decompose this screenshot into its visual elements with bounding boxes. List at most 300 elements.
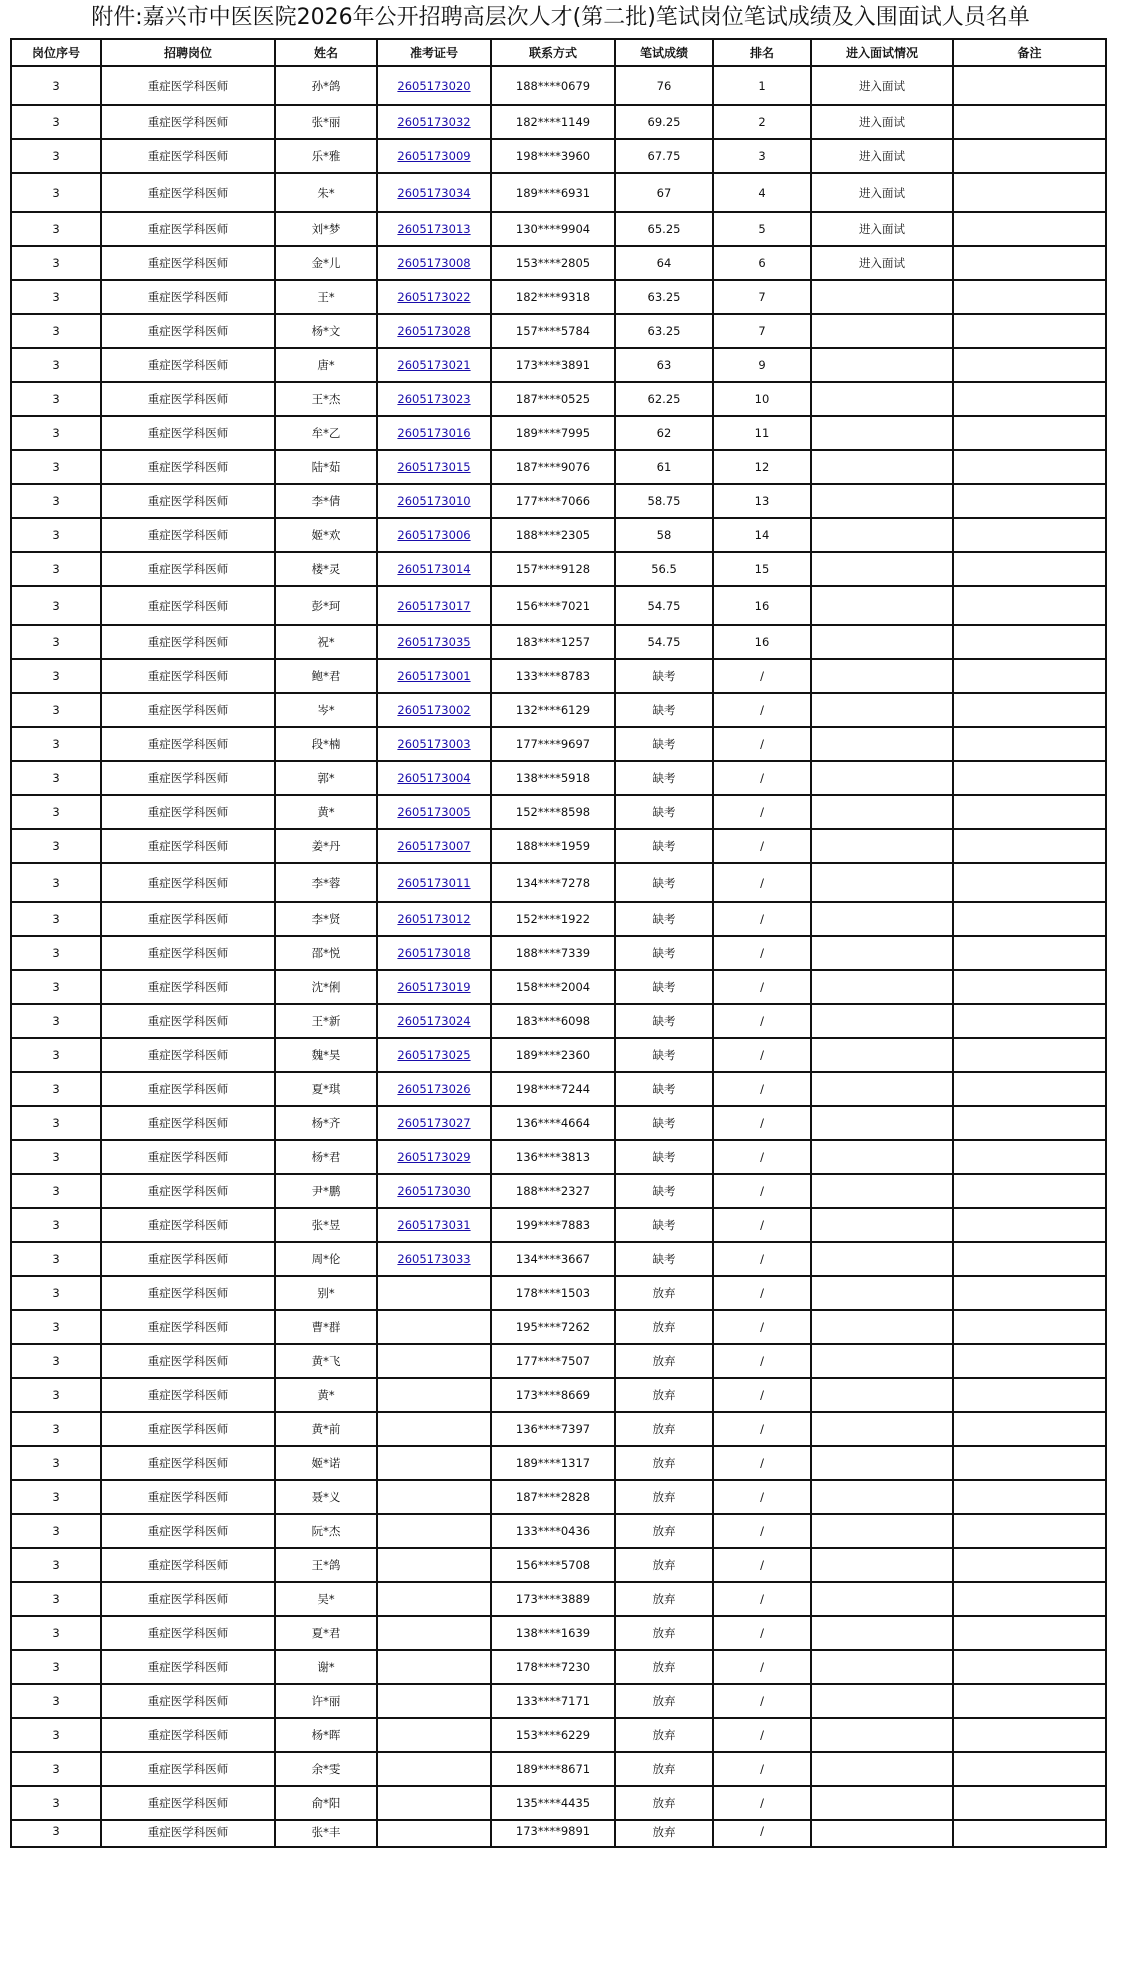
rank-cell: / <box>713 727 811 761</box>
table-row <box>11 1072 1106 1106</box>
table-row <box>11 280 1106 314</box>
exam-id-link[interactable]: 2605173016 <box>397 426 471 440</box>
rank-cell: / <box>713 1072 811 1106</box>
exam-id-link[interactable]: 2605173024 <box>397 1014 471 1028</box>
exam-id-cell <box>377 659 491 693</box>
contact-cell: 198****7244 <box>491 1072 615 1106</box>
score-cell: 放弃 <box>615 1582 713 1616</box>
exam-id-link[interactable]: 2605173020 <box>397 78 471 93</box>
exam-id-cell <box>377 1140 491 1174</box>
table-row <box>11 1480 1106 1514</box>
table-row <box>11 1208 1106 1242</box>
table-row <box>11 1548 1106 1582</box>
score-cell: 放弃 <box>615 1650 713 1684</box>
exam-id-cell <box>377 246 491 280</box>
rank-cell: / <box>713 1106 811 1140</box>
position-cell: 重症医学科医师 <box>101 829 275 863</box>
table-row <box>11 1106 1106 1140</box>
interview-status-cell <box>811 1412 953 1446</box>
contact-cell: 188****7339 <box>491 936 615 970</box>
note-cell <box>953 936 1106 970</box>
position-cell: 重症医学科医师 <box>101 484 275 518</box>
exam-id-link[interactable]: 2605173014 <box>397 562 471 576</box>
exam-id-link[interactable]: 2605173006 <box>397 528 471 542</box>
exam-id-link[interactable]: 2605173013 <box>397 222 471 236</box>
results-table <box>10 38 1107 1848</box>
exam-id-cell <box>377 280 491 314</box>
post-no-cell: 3 <box>11 936 101 970</box>
rank-cell: / <box>713 1514 811 1548</box>
column-header-position: 招聘岗位 <box>101 39 275 66</box>
position-cell: 重症医学科医师 <box>101 416 275 450</box>
exam-id-link[interactable]: 2605173008 <box>397 256 471 270</box>
score-cell: 缺考 <box>615 1072 713 1106</box>
exam-id-link[interactable]: 2605173015 <box>397 460 471 474</box>
table-row <box>11 173 1106 212</box>
post-no-cell: 3 <box>11 1106 101 1140</box>
score-cell: 63.25 <box>615 280 713 314</box>
note-cell <box>953 416 1106 450</box>
table-row <box>11 246 1106 280</box>
table-row <box>11 139 1106 173</box>
rank-cell: 10 <box>713 382 811 416</box>
post-no-cell: 3 <box>11 1072 101 1106</box>
exam-id-link[interactable]: 2605173030 <box>397 1184 471 1198</box>
note-cell <box>953 1514 1106 1548</box>
interview-status-cell <box>811 484 953 518</box>
rank-cell: / <box>713 829 811 863</box>
interview-status-cell <box>811 314 953 348</box>
exam-id-link[interactable]: 2605173009 <box>397 149 471 163</box>
post-no-cell: 3 <box>11 1446 101 1480</box>
contact-cell: 133****8783 <box>491 659 615 693</box>
note-cell <box>953 280 1106 314</box>
score-cell: 放弃 <box>615 1616 713 1650</box>
score-cell: 放弃 <box>615 1752 713 1786</box>
contact-cell: 132****6129 <box>491 693 615 727</box>
table-row <box>11 382 1106 416</box>
position-cell: 重症医学科医师 <box>101 902 275 936</box>
post-no-cell: 3 <box>11 139 101 173</box>
contact-cell: 152****1922 <box>491 902 615 936</box>
exam-id-cell <box>377 1310 491 1344</box>
exam-id-link[interactable]: 2605173018 <box>397 946 471 960</box>
interview-status-cell <box>811 829 953 863</box>
post-no-cell: 3 <box>11 829 101 863</box>
position-cell: 重症医学科医师 <box>101 1684 275 1718</box>
contact-cell: 189****2360 <box>491 1038 615 1072</box>
name-cell: 余*雯 <box>275 1752 377 1786</box>
position-cell: 重症医学科医师 <box>101 280 275 314</box>
score-cell: 67.75 <box>615 139 713 173</box>
column-header-score: 笔试成绩 <box>615 39 713 66</box>
contact-cell: 187****2828 <box>491 1480 615 1514</box>
score-cell: 54.75 <box>615 625 713 659</box>
post-no-cell: 3 <box>11 66 101 105</box>
interview-status-cell <box>811 1820 953 1847</box>
rank-cell: / <box>713 1344 811 1378</box>
name-cell: 别* <box>275 1276 377 1310</box>
rank-cell: / <box>713 1446 811 1480</box>
contact-cell: 130****9904 <box>491 212 615 246</box>
name-cell: 王*鸽 <box>275 1548 377 1582</box>
exam-id-link[interactable]: 2605173032 <box>397 115 471 129</box>
table-row <box>11 1650 1106 1684</box>
post-no-cell: 3 <box>11 1514 101 1548</box>
exam-id-cell <box>377 484 491 518</box>
note-cell <box>953 902 1106 936</box>
name-cell: 黄* <box>275 795 377 829</box>
contact-cell: 183****6098 <box>491 1004 615 1038</box>
position-cell: 重症医学科医师 <box>101 761 275 795</box>
exam-id-cell <box>377 1718 491 1752</box>
score-cell: 76 <box>615 66 713 105</box>
exam-id-link[interactable]: 2605173022 <box>397 290 471 304</box>
exam-id-link[interactable]: 2605173019 <box>397 980 471 994</box>
position-cell: 重症医学科医师 <box>101 246 275 280</box>
note-cell <box>953 484 1106 518</box>
exam-id-link[interactable]: 2605173001 <box>397 669 471 683</box>
interview-status-cell: 进入面试 <box>811 246 953 280</box>
table-row <box>11 1752 1106 1786</box>
post-no-cell: 3 <box>11 761 101 795</box>
post-no-cell: 3 <box>11 727 101 761</box>
interview-status-cell <box>811 902 953 936</box>
post-no-cell: 3 <box>11 1582 101 1616</box>
name-cell: 张*丽 <box>275 105 377 139</box>
rank-cell: / <box>713 902 811 936</box>
exam-id-link[interactable]: 2605173026 <box>397 1082 471 1096</box>
rank-cell: / <box>713 1582 811 1616</box>
post-no-cell: 3 <box>11 1650 101 1684</box>
exam-id-link[interactable]: 2605173031 <box>397 1218 471 1232</box>
score-cell: 缺考 <box>615 693 713 727</box>
note-cell <box>953 66 1106 105</box>
exam-id-link[interactable]: 2605173005 <box>397 805 471 819</box>
exam-id-link[interactable]: 2605173007 <box>397 839 471 853</box>
score-cell: 58 <box>615 518 713 552</box>
rank-cell: / <box>713 1004 811 1038</box>
position-cell: 重症医学科医师 <box>101 1004 275 1038</box>
exam-id-link[interactable]: 2605173004 <box>397 771 471 785</box>
rank-cell: / <box>713 863 811 902</box>
interview-status-cell <box>811 1242 953 1276</box>
table-row <box>11 1446 1106 1480</box>
exam-id-cell <box>377 936 491 970</box>
exam-id-link[interactable]: 2605173035 <box>397 635 471 649</box>
name-cell: 张*昱 <box>275 1208 377 1242</box>
position-cell: 重症医学科医师 <box>101 1582 275 1616</box>
position-cell: 重症医学科医师 <box>101 105 275 139</box>
post-no-cell: 3 <box>11 1616 101 1650</box>
position-cell: 重症医学科医师 <box>101 348 275 382</box>
note-cell <box>953 1718 1106 1752</box>
interview-status-cell <box>811 1004 953 1038</box>
interview-status-cell <box>811 795 953 829</box>
name-cell: 沈*俐 <box>275 970 377 1004</box>
contact-cell: 136****4664 <box>491 1106 615 1140</box>
exam-id-cell <box>377 1650 491 1684</box>
rank-cell: / <box>713 1208 811 1242</box>
position-cell: 重症医学科医师 <box>101 625 275 659</box>
contact-cell: 173****3891 <box>491 348 615 382</box>
position-cell: 重症医学科医师 <box>101 1786 275 1820</box>
name-cell: 魏*昊 <box>275 1038 377 1072</box>
rank-cell: / <box>713 1310 811 1344</box>
exam-id-link[interactable]: 2605173012 <box>397 912 471 926</box>
interview-status-cell: 进入面试 <box>811 66 953 105</box>
exam-id-cell <box>377 450 491 484</box>
position-cell: 重症医学科医师 <box>101 552 275 586</box>
exam-id-cell <box>377 1412 491 1446</box>
contact-cell: 156****5708 <box>491 1548 615 1582</box>
post-no-cell: 3 <box>11 693 101 727</box>
table-row <box>11 1344 1106 1378</box>
interview-status-cell <box>811 1718 953 1752</box>
exam-id-cell <box>377 1004 491 1038</box>
rank-cell: / <box>713 693 811 727</box>
score-cell: 63.25 <box>615 314 713 348</box>
note-cell <box>953 1106 1106 1140</box>
table-row <box>11 1242 1106 1276</box>
interview-status-cell <box>811 1446 953 1480</box>
rank-cell: 4 <box>713 173 811 212</box>
name-cell: 杨*文 <box>275 314 377 348</box>
position-cell: 重症医学科医师 <box>101 1378 275 1412</box>
position-cell: 重症医学科医师 <box>101 1310 275 1344</box>
contact-cell: 188****0679 <box>491 66 615 105</box>
name-cell: 金*儿 <box>275 246 377 280</box>
exam-id-link[interactable]: 2605173033 <box>397 1252 471 1266</box>
note-cell <box>953 659 1106 693</box>
exam-id-cell <box>377 625 491 659</box>
contact-cell: 158****2004 <box>491 970 615 1004</box>
contact-cell: 182****9318 <box>491 280 615 314</box>
post-no-cell: 3 <box>11 280 101 314</box>
note-cell <box>953 625 1106 659</box>
exam-id-cell <box>377 1208 491 1242</box>
position-cell: 重症医学科医师 <box>101 693 275 727</box>
exam-id-link[interactable]: 2605173029 <box>397 1150 471 1164</box>
exam-id-cell <box>377 1072 491 1106</box>
post-no-cell: 3 <box>11 795 101 829</box>
interview-status-cell <box>811 1650 953 1684</box>
post-no-cell: 3 <box>11 314 101 348</box>
position-cell: 重症医学科医师 <box>101 66 275 105</box>
score-cell: 缺考 <box>615 1106 713 1140</box>
name-cell: 王*新 <box>275 1004 377 1038</box>
exam-id-link[interactable]: 2605173010 <box>397 494 471 508</box>
exam-id-cell <box>377 1684 491 1718</box>
interview-status-cell <box>811 1208 953 1242</box>
exam-id-link[interactable]: 2605173017 <box>397 598 471 613</box>
exam-id-link[interactable]: 2605173028 <box>397 324 471 338</box>
interview-status-cell <box>811 586 953 625</box>
post-no-cell: 3 <box>11 863 101 902</box>
table-row <box>11 1718 1106 1752</box>
exam-id-link[interactable]: 2605173011 <box>397 875 471 890</box>
name-cell: 段*楠 <box>275 727 377 761</box>
name-cell: 牟*乙 <box>275 416 377 450</box>
position-cell: 重症医学科医师 <box>101 970 275 1004</box>
rank-cell: / <box>713 1412 811 1446</box>
rank-cell: 2 <box>713 105 811 139</box>
contact-cell: 173****9891 <box>491 1820 615 1847</box>
name-cell: 唐* <box>275 348 377 382</box>
note-cell <box>953 1072 1106 1106</box>
exam-id-link[interactable]: 2605173025 <box>397 1048 471 1062</box>
table-row <box>11 1582 1106 1616</box>
rank-cell: / <box>713 936 811 970</box>
post-no-cell: 3 <box>11 212 101 246</box>
note-cell <box>953 1616 1106 1650</box>
post-no-cell: 3 <box>11 1344 101 1378</box>
rank-cell: / <box>713 761 811 795</box>
contact-cell: 198****3960 <box>491 139 615 173</box>
score-cell: 缺考 <box>615 829 713 863</box>
rank-cell: / <box>713 1684 811 1718</box>
position-cell: 重症医学科医师 <box>101 173 275 212</box>
exam-id-cell <box>377 518 491 552</box>
interview-status-cell <box>811 1582 953 1616</box>
post-no-cell: 3 <box>11 1140 101 1174</box>
interview-status-cell <box>811 1480 953 1514</box>
position-cell: 重症医学科医师 <box>101 450 275 484</box>
rank-cell: / <box>713 659 811 693</box>
contact-cell: 188****2305 <box>491 518 615 552</box>
interview-status-cell <box>811 936 953 970</box>
interview-status-cell: 进入面试 <box>811 105 953 139</box>
note-cell <box>953 1140 1106 1174</box>
table-row <box>11 484 1106 518</box>
score-cell: 缺考 <box>615 1004 713 1038</box>
interview-status-cell <box>811 1684 953 1718</box>
interview-status-cell <box>811 450 953 484</box>
exam-id-cell <box>377 139 491 173</box>
post-no-cell: 3 <box>11 1310 101 1344</box>
name-cell: 夏*琪 <box>275 1072 377 1106</box>
note-cell <box>953 1548 1106 1582</box>
interview-status-cell <box>811 1752 953 1786</box>
name-cell: 杨*晖 <box>275 1718 377 1752</box>
exam-id-link[interactable]: 2605173027 <box>397 1116 471 1130</box>
exam-id-link[interactable]: 2605173002 <box>397 703 471 717</box>
post-no-cell: 3 <box>11 1378 101 1412</box>
exam-id-cell <box>377 1582 491 1616</box>
exam-id-cell <box>377 348 491 382</box>
position-cell: 重症医学科医师 <box>101 659 275 693</box>
score-cell: 缺考 <box>615 936 713 970</box>
interview-status-cell <box>811 1106 953 1140</box>
note-cell <box>953 1786 1106 1820</box>
table-row <box>11 66 1106 105</box>
note-cell <box>953 761 1106 795</box>
exam-id-link[interactable]: 2605173034 <box>397 185 471 200</box>
score-cell: 缺考 <box>615 1208 713 1242</box>
exam-id-link[interactable]: 2605173021 <box>397 358 471 372</box>
note-cell <box>953 1446 1106 1480</box>
table-header-row <box>11 39 1106 66</box>
exam-id-link[interactable]: 2605173003 <box>397 737 471 751</box>
name-cell: 杨*齐 <box>275 1106 377 1140</box>
contact-cell: 157****9128 <box>491 552 615 586</box>
column-header-note: 备注 <box>953 39 1106 66</box>
position-cell: 重症医学科医师 <box>101 795 275 829</box>
name-cell: 王* <box>275 280 377 314</box>
table-row <box>11 936 1106 970</box>
exam-id-cell <box>377 173 491 212</box>
exam-id-cell <box>377 1344 491 1378</box>
contact-cell: 153****6229 <box>491 1718 615 1752</box>
column-header-interview-status: 进入面试情况 <box>811 39 953 66</box>
contact-cell: 177****7507 <box>491 1344 615 1378</box>
contact-cell: 136****3813 <box>491 1140 615 1174</box>
post-no-cell: 3 <box>11 902 101 936</box>
post-no-cell: 3 <box>11 348 101 382</box>
rank-cell: / <box>713 1174 811 1208</box>
position-cell: 重症医学科医师 <box>101 1718 275 1752</box>
note-cell <box>953 1174 1106 1208</box>
name-cell: 姜*丹 <box>275 829 377 863</box>
score-cell: 缺考 <box>615 761 713 795</box>
rank-cell: / <box>713 1548 811 1582</box>
exam-id-cell <box>377 1378 491 1412</box>
contact-cell: 187****0525 <box>491 382 615 416</box>
contact-cell: 133****0436 <box>491 1514 615 1548</box>
exam-id-cell <box>377 1174 491 1208</box>
interview-status-cell <box>811 1072 953 1106</box>
exam-id-cell <box>377 382 491 416</box>
note-cell <box>953 1004 1106 1038</box>
post-no-cell: 3 <box>11 552 101 586</box>
note-cell <box>953 586 1106 625</box>
column-header-rank: 排名 <box>713 39 811 66</box>
exam-id-link[interactable]: 2605173023 <box>397 392 471 406</box>
table-row <box>11 659 1106 693</box>
post-no-cell: 3 <box>11 1752 101 1786</box>
table-row <box>11 1412 1106 1446</box>
exam-id-cell <box>377 829 491 863</box>
exam-id-cell <box>377 1446 491 1480</box>
exam-id-cell <box>377 552 491 586</box>
table-body <box>11 66 1106 1847</box>
table-row <box>11 314 1106 348</box>
contact-cell: 134****3667 <box>491 1242 615 1276</box>
contact-cell: 189****6931 <box>491 173 615 212</box>
rank-cell: / <box>713 1752 811 1786</box>
name-cell: 俞*阳 <box>275 1786 377 1820</box>
score-cell: 缺考 <box>615 863 713 902</box>
position-cell: 重症医学科医师 <box>101 727 275 761</box>
post-no-cell: 3 <box>11 1718 101 1752</box>
rank-cell: / <box>713 1378 811 1412</box>
rank-cell: / <box>713 1616 811 1650</box>
table-row <box>11 586 1106 625</box>
note-cell <box>953 314 1106 348</box>
exam-id-cell <box>377 693 491 727</box>
exam-id-cell <box>377 1038 491 1072</box>
rank-cell: / <box>713 1786 811 1820</box>
interview-status-cell: 进入面试 <box>811 173 953 212</box>
score-cell: 放弃 <box>615 1378 713 1412</box>
contact-cell: 189****7995 <box>491 416 615 450</box>
note-cell <box>953 105 1106 139</box>
post-no-cell: 3 <box>11 1242 101 1276</box>
table-row <box>11 1004 1106 1038</box>
score-cell: 放弃 <box>615 1276 713 1310</box>
post-no-cell: 3 <box>11 1412 101 1446</box>
post-no-cell: 3 <box>11 1038 101 1072</box>
